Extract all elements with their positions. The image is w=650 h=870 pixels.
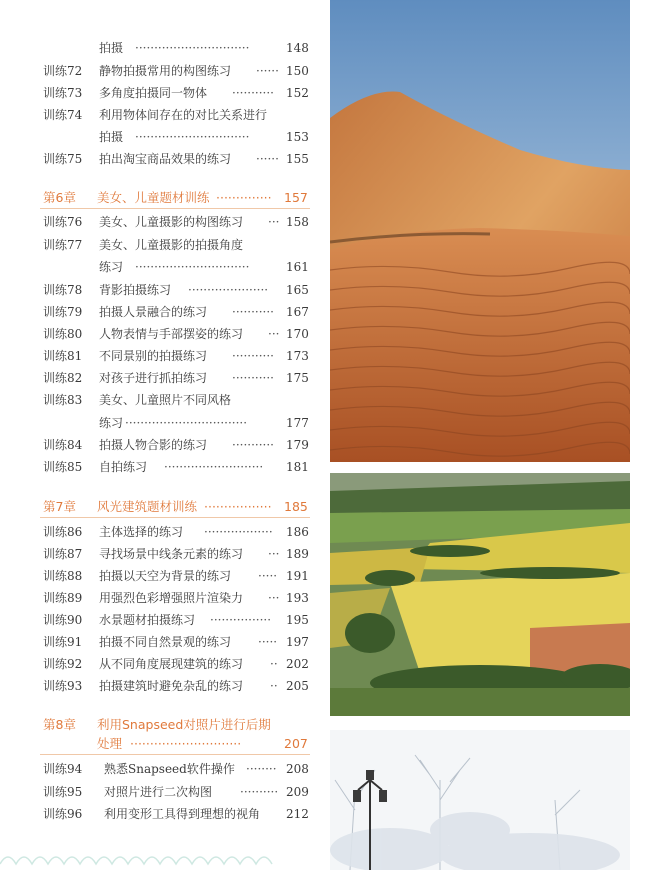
toc-entry-title: 背影拍摄练习 — [99, 283, 172, 297]
chapter-title: 风光建筑题材训练 — [97, 499, 198, 514]
dot-leader: ·························· — [164, 460, 264, 474]
dot-leader: ················ — [210, 613, 272, 627]
toc-entry-number: 训练95 — [43, 785, 83, 799]
toc-entry-title: 利用物体间存在的对比关系进行 — [99, 108, 268, 122]
chapter-page: 185 — [284, 499, 308, 514]
toc-entry-number: 训练78 — [43, 283, 83, 297]
toc-entry-page: 177 — [286, 416, 309, 430]
toc-entry-page: 209 — [286, 785, 309, 799]
toc-entry-title: 水景题材拍摄练习 — [99, 613, 196, 627]
dot-leader: ··· — [268, 591, 280, 605]
chapter-number: 第8章 — [43, 717, 76, 732]
chapter-title: 美女、儿童题材训练 — [97, 190, 210, 205]
toc-entry-page: 170 — [286, 327, 309, 341]
toc-entry-title: 对照片进行二次构图 — [104, 785, 213, 799]
toc-entry-number: 训练89 — [43, 591, 83, 605]
dot-leader: ······ — [256, 64, 279, 78]
toc-entry-number: 训练94 — [43, 762, 83, 776]
dot-leader: ··· — [268, 215, 280, 229]
toc-entry-title: 美女、儿童摄影的拍摄角度 — [99, 238, 244, 252]
dot-leader: ··········· — [232, 349, 274, 363]
dot-leader: ································ — [125, 416, 248, 430]
toc-entry-number: 训练77 — [43, 238, 83, 252]
toc-entry-title: 拍摄建筑时避免杂乱的练习 — [99, 679, 244, 693]
yellow-fields-landscape-photo — [330, 473, 630, 716]
dot-leader: ··· — [268, 547, 280, 561]
toc-entry-page: 173 — [286, 349, 309, 363]
toc-entry-title: 从不同角度展现建筑的练习 — [99, 657, 244, 671]
decorative-wave-border — [0, 846, 300, 870]
dot-leader: ················· — [204, 499, 272, 514]
dot-leader: ··········· — [232, 86, 274, 100]
toc-entry-title: 拍摄人景融合的练习 — [99, 305, 208, 319]
toc-entry-page: 150 — [286, 64, 309, 78]
dot-leader: ····· — [258, 569, 278, 583]
toc-entry-page: 175 — [286, 371, 309, 385]
dot-leader: ·················· — [204, 525, 273, 539]
chapter-page: 207 — [284, 736, 308, 751]
dot-leader: ·············· — [216, 190, 272, 205]
toc-entry-title: 用强烈色彩增强照片渲染力 — [99, 591, 244, 605]
toc-entry-number: 训练85 — [43, 460, 83, 474]
chapter-number: 第6章 — [43, 190, 76, 205]
toc-entry-number: 训练75 — [43, 152, 83, 166]
dot-leader: ··········· — [232, 305, 274, 319]
toc-entry-page: 191 — [286, 569, 309, 583]
toc-entry-title: 静物拍摄常用的构图练习 — [99, 64, 232, 78]
toc-entry-title: 拍摄不同自然景观的练习 — [99, 635, 232, 649]
desert-dunes-photo — [330, 0, 630, 462]
dot-leader: ·········· — [240, 785, 279, 799]
toc-entry-number: 训练93 — [43, 679, 83, 693]
toc-entry-number: 训练92 — [43, 657, 83, 671]
toc-entry-title: 练习 — [99, 416, 124, 430]
toc-entry-page: 197 — [286, 635, 309, 649]
toc-entry-number: 训练80 — [43, 327, 83, 341]
toc-entry-page: 179 — [286, 438, 309, 452]
toc-entry-title: 人物表情与手部摆姿的练习 — [99, 327, 244, 341]
toc-entry-number: 训练96 — [43, 807, 83, 821]
chapter-divider — [40, 517, 310, 518]
toc-entry-page: 186 — [286, 525, 309, 539]
toc-entry-title: 美女、儿童摄影的构图练习 — [99, 215, 244, 229]
dot-leader: ······ — [256, 152, 279, 166]
toc-entry-page: 167 — [286, 305, 309, 319]
toc-entry-number: 训练74 — [43, 108, 83, 122]
toc-entry-number: 训练73 — [43, 86, 83, 100]
dot-leader: ······························ — [135, 260, 250, 274]
dot-leader: ········ — [246, 762, 277, 776]
toc-entry-number: 训练76 — [43, 215, 83, 229]
chapter-divider — [40, 754, 310, 755]
toc-entry-title: 美女、儿童照片不同风格 — [99, 393, 232, 407]
toc-entry-page: 153 — [286, 130, 309, 144]
toc-entry-number: 训练83 — [43, 393, 83, 407]
dot-leader: ······························ — [135, 130, 250, 144]
dot-leader: ····· — [258, 635, 278, 649]
chapter-page: 157 — [284, 190, 308, 205]
toc-entry-title: 拍出淘宝商品效果的练习 — [99, 152, 232, 166]
toc-entry-page: 165 — [286, 283, 309, 297]
dot-leader: ·· — [270, 679, 278, 693]
dot-leader: ·· — [270, 657, 278, 671]
dot-leader: ··· — [268, 327, 280, 341]
toc-entry-number: 训练86 — [43, 525, 83, 539]
toc-entry-title: 自拍练习 — [99, 460, 148, 474]
toc-entry-title: 熟悉Snapseed软件操作 — [104, 762, 235, 776]
toc-entry-title: 练习 — [99, 260, 124, 274]
chapter-title-continued: 处理 — [97, 736, 123, 751]
toc-entry-number: 训练81 — [43, 349, 83, 363]
toc-entry-number: 训练72 — [43, 64, 83, 78]
toc-entry-title: 主体选择的练习 — [99, 525, 184, 539]
toc-entry-page: 148 — [286, 41, 309, 55]
toc-entry-number: 训练91 — [43, 635, 83, 649]
toc-entry-title: 不同景别的拍摄练习 — [99, 349, 208, 363]
toc-entry-number: 训练87 — [43, 547, 83, 561]
toc-entry-page: 208 — [286, 762, 309, 776]
toc-entry-number: 训练82 — [43, 371, 83, 385]
toc-entry-title: 多角度拍摄同一物体 — [99, 86, 208, 100]
toc-entry-page: 193 — [286, 591, 309, 605]
toc-entry-title: 拍摄人物合影的练习 — [99, 438, 208, 452]
chapter-number: 第7章 — [43, 499, 76, 514]
toc-entry-page: 212 — [286, 807, 309, 821]
dot-leader: ····················· — [188, 283, 269, 297]
toc-entry-number: 训练88 — [43, 569, 83, 583]
toc-entry-title: 利用变形工具得到理想的视角 — [104, 807, 261, 821]
toc-entry-number: 训练84 — [43, 438, 83, 452]
chapter-divider — [40, 208, 310, 209]
dot-leader: ··········· — [232, 371, 274, 385]
toc-entry-number: 训练79 — [43, 305, 83, 319]
toc-entry-title: 寻找场景中线条元素的练习 — [99, 547, 244, 561]
toc-entry-title: 拍摄 — [99, 130, 124, 144]
toc-entry-title: 拍摄以天空为背景的练习 — [99, 569, 232, 583]
toc-entry-page: 202 — [286, 657, 309, 671]
toc-entry-page: 189 — [286, 547, 309, 561]
toc-entry-page: 195 — [286, 613, 309, 627]
dot-leader: ··········· — [232, 438, 274, 452]
toc-entry-title: 拍摄 — [99, 41, 124, 55]
toc-entry-page: 152 — [286, 86, 309, 100]
toc-entry-title: 对孩子进行抓拍练习 — [99, 371, 208, 385]
dot-leader: ···························· — [130, 736, 242, 751]
toc-entry-number: 训练90 — [43, 613, 83, 627]
toc-entry-page: 158 — [286, 215, 309, 229]
toc-entry-page: 181 — [286, 460, 309, 474]
toc-entry-page: 205 — [286, 679, 309, 693]
snowy-lamppost-photo — [330, 730, 630, 870]
chapter-title: 利用Snapseed对照片进行后期 — [97, 717, 271, 732]
toc-entry-page: 155 — [286, 152, 309, 166]
toc-entry-page: 161 — [286, 260, 309, 274]
dot-leader: ······························ — [135, 41, 250, 55]
